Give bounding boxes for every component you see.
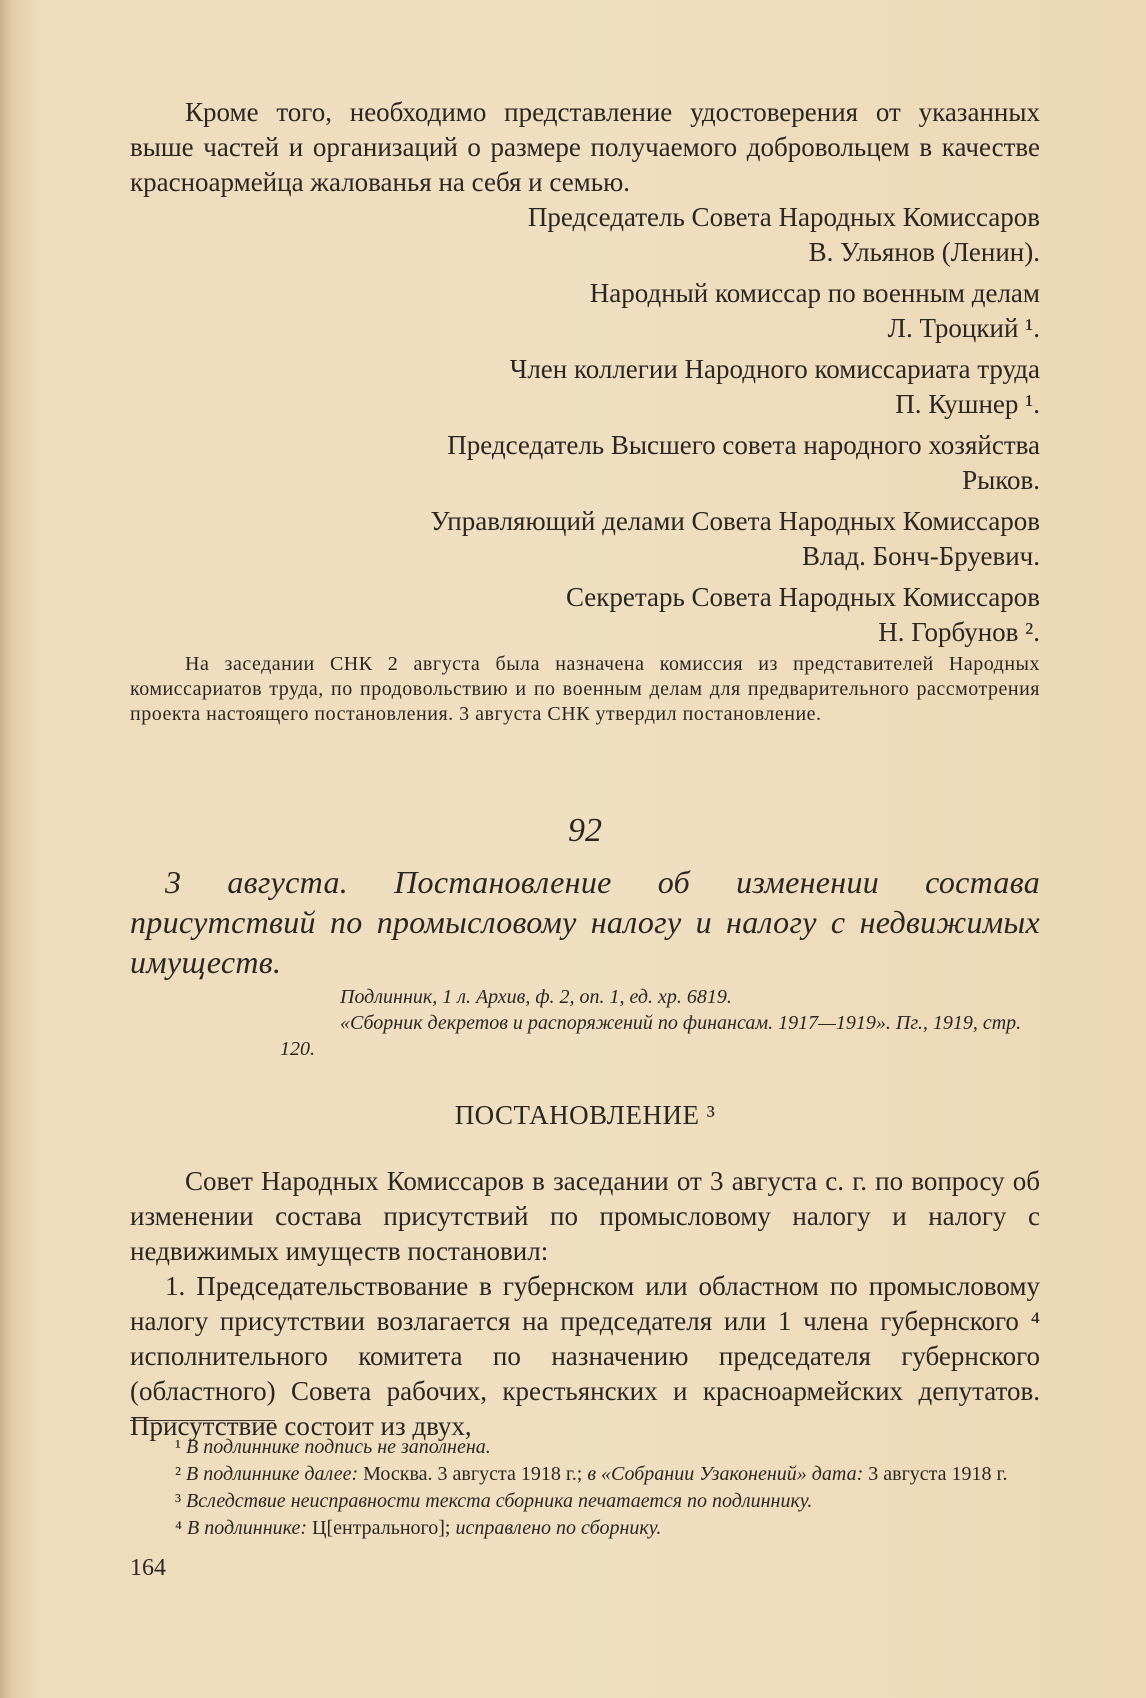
footnote-text: Москва. 3 августа 1918 г.; bbox=[363, 1463, 583, 1485]
signature-title: Народный комиссар по военным делам bbox=[589, 278, 1040, 308]
footnote-text: Ц[ентрального]; bbox=[312, 1517, 451, 1539]
signature bbox=[130, 428, 1040, 498]
meeting-note: На заседании СНК 2 августа была назначена комиссия из представителей Народных комиссариатов труда, по продовольствию и по военным делам для предварительного рассмотрения проекта настоящего постановления. 3 августа СНК утвердил постановление. bbox=[130, 653, 1040, 725]
signature-title: Председатель Совета Народных Комиссаров bbox=[527, 202, 1040, 232]
signature-name: Л. Троцкий ¹. bbox=[887, 313, 1040, 343]
footnote-tail: исправлено по сборнику. bbox=[455, 1517, 662, 1539]
signatures-block bbox=[130, 200, 1040, 656]
signature-name: Рыков. bbox=[962, 465, 1040, 495]
decree-paragraph: 1. Председательствование в губернском или областном по промысловому налогу присутствии возлагается на председателя или 1 члена губернского ⁴ исполнительного комитета по назначению председателя губернского (областного) Совета рабочих, крестьянских и красноармейских депутатов. Присутствие состоит из двух, bbox=[130, 1271, 1040, 1441]
footnote bbox=[130, 1434, 1040, 1461]
source-line: «Сборник декретов и распоряжений по финансам. 1917—1919». Пг., 1919, стр. 120. bbox=[280, 1012, 1022, 1060]
footnote-text: Вследствие неисправности текста сборника печатается по подлиннику. bbox=[186, 1490, 813, 1512]
signature-name: П. Кушнер ¹. bbox=[895, 389, 1040, 419]
footnote bbox=[130, 1515, 1040, 1542]
document-heading-block bbox=[130, 862, 1040, 982]
document-heading: 3 августа. Постановление об изменении состава присутствий по промысловому налогу и налогу с недвижимых имуществ. bbox=[130, 864, 1040, 980]
signature-name: В. Ульянов (Ленин). bbox=[808, 237, 1040, 267]
intro-block bbox=[130, 95, 1040, 200]
signature-name: Н. Горбунов ². bbox=[878, 617, 1040, 647]
footnote-mark: ³ bbox=[175, 1490, 181, 1512]
footnote-divider bbox=[130, 1420, 275, 1421]
page-number: 164 bbox=[130, 1555, 166, 1581]
decree-title: ПОСТАНОВЛЕНИЕ ³ bbox=[454, 1100, 716, 1130]
sources-block bbox=[130, 984, 1040, 1062]
document-number-text: 92 bbox=[568, 812, 602, 849]
footnote-lead: В подлиннике далее: bbox=[186, 1463, 359, 1485]
footnote-mark: ⁴ bbox=[175, 1517, 182, 1539]
footnote-mark: ¹ bbox=[175, 1436, 181, 1458]
source-line: Подлинник, 1 л. Архив, ф. 2, оп. 1, ед. хр. 6819. bbox=[340, 986, 732, 1008]
footnotes-block bbox=[130, 1434, 1040, 1542]
document-number bbox=[130, 812, 1040, 850]
signature-name: Влад. Бонч-Бруевич. bbox=[801, 541, 1040, 571]
decree-body bbox=[130, 1164, 1040, 1444]
decree-paragraph: Совет Народных Комиссаров в заседании от 3 августа с. г. по вопросу об изменении состава присутствий по промысловому налогу и налогу с недвижимых имуществ постановил: bbox=[130, 1166, 1040, 1266]
signature-title: Председатель Высшего совета народного хозяйства bbox=[447, 430, 1040, 460]
signature bbox=[130, 580, 1040, 650]
signature-title: Управляющий делами Совета Народных Комиссаров bbox=[430, 506, 1040, 536]
signature bbox=[130, 352, 1040, 422]
footnote-lead: В подлиннике: bbox=[186, 1517, 308, 1539]
footnote bbox=[130, 1488, 1040, 1515]
signature-title: Член коллегии Народного комиссариата труда bbox=[509, 354, 1040, 384]
signature bbox=[130, 200, 1040, 270]
decree-title-block bbox=[130, 1100, 1040, 1131]
signature bbox=[130, 504, 1040, 574]
intro-paragraph: Кроме того, необходимо представление удостоверения от указанных выше частей и организаций о размере получаемого добровольцем в качестве красноармейца жалованья на себя и семью. bbox=[130, 97, 1040, 197]
footnote-mark: ² bbox=[175, 1463, 181, 1485]
signature-title: Секретарь Совета Народных Комиссаров bbox=[565, 582, 1040, 612]
footnote-mid: в «Собрании Узаконений» дата: bbox=[587, 1463, 864, 1485]
signature bbox=[130, 276, 1040, 346]
footnote bbox=[130, 1461, 1040, 1488]
footnote-text: В подлиннике подпись не заполнена. bbox=[186, 1436, 491, 1458]
meeting-note-block bbox=[130, 652, 1040, 727]
footnote-text: 3 августа 1918 г. bbox=[868, 1463, 1008, 1485]
